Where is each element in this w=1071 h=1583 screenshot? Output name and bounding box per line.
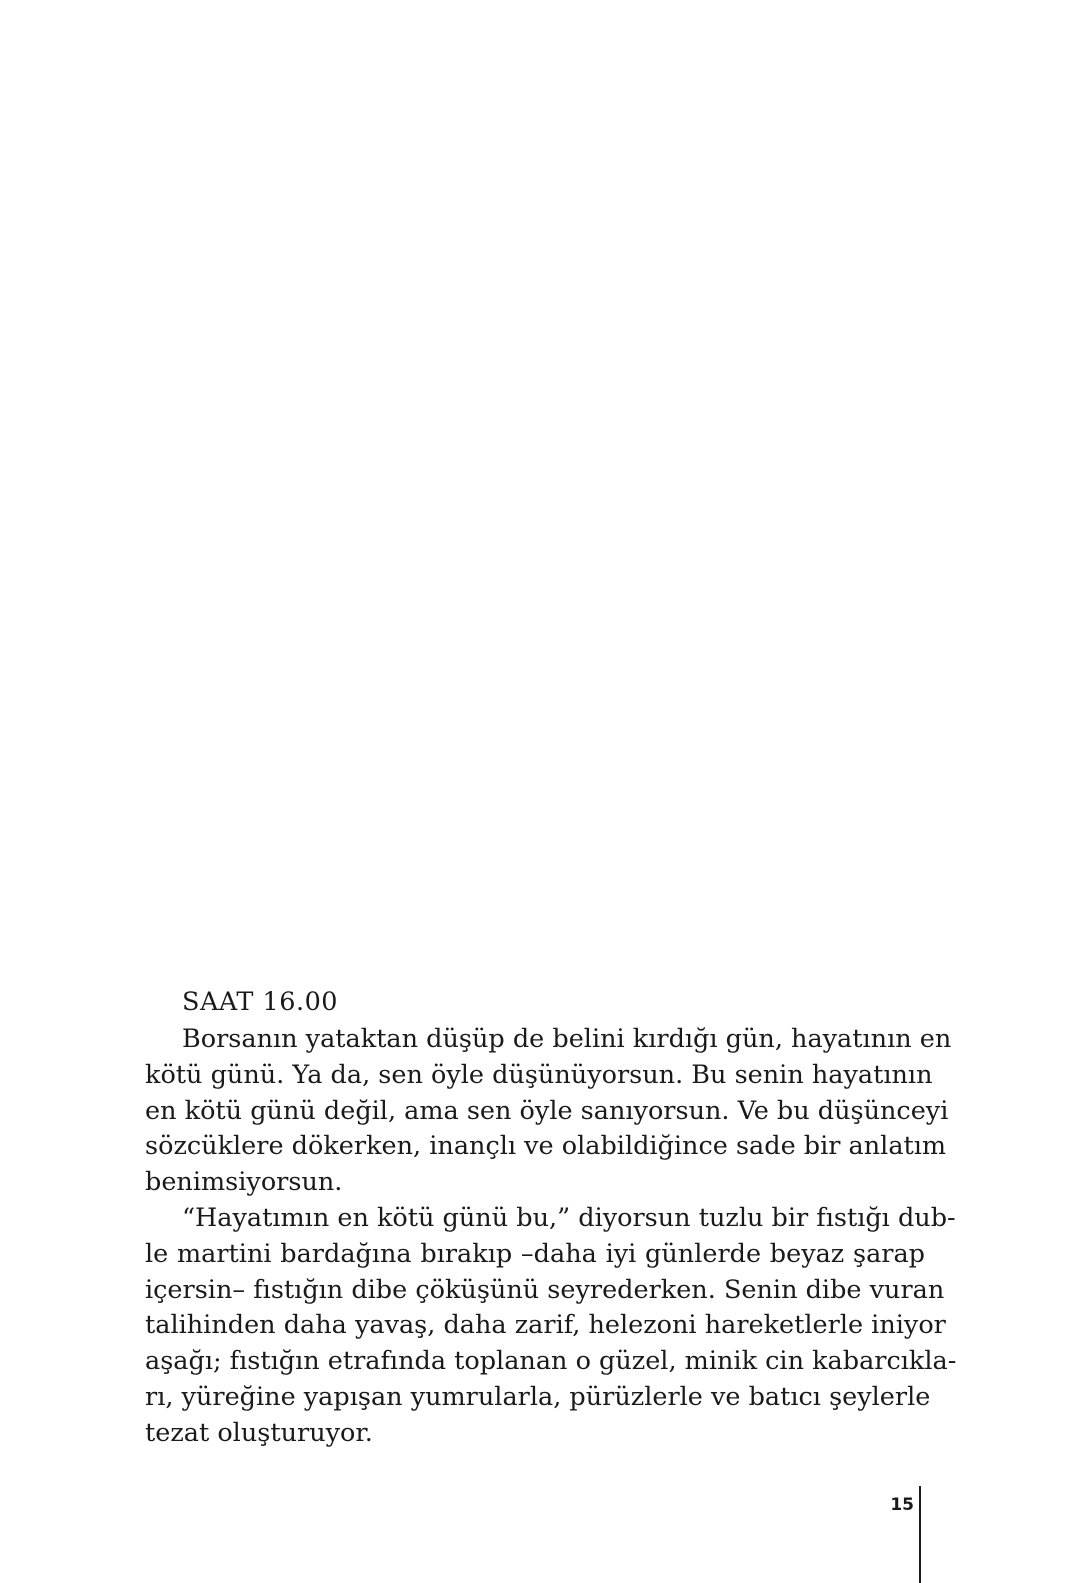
text-line: talihinden daha yavaş, daha zarif, helezoni hareketlerle iniyor [145, 1310, 946, 1341]
page-number: 15 [890, 1495, 914, 1515]
body-text [145, 982, 957, 1452]
text-line: içersin– fıstığın dibe çöküşünü seyrederken. Senin dibe vuran [145, 1274, 945, 1305]
text-line: benimsiyorsun. [145, 1167, 343, 1198]
text-line: sözcüklere dökerken, inançlı ve olabildiğince sade bir anlatım [145, 1131, 947, 1162]
text-line: le martini bardağına bırakıp –daha iyi günlerde beyaz şarap [145, 1238, 925, 1269]
text-line: rı, yüreğine yapışan yumrularla, pürüzlerle ve batıcı şeylerle [145, 1381, 931, 1412]
text-line: en kötü günü değil, ama sen öyle sanıyorsun. Ve bu düşünceyi [145, 1095, 949, 1126]
paragraph-1 [145, 1022, 952, 1201]
text-line: tezat oluşturuyor. [145, 1417, 373, 1448]
text-line: kötü günü. Ya da, sen öyle düşünüyorsun. Bu senin hayatının [145, 1059, 933, 1090]
text-line: Borsanın yataktan düşüp de belini kırdığı gün, hayatının en [182, 1024, 952, 1054]
section-heading: SAAT 16.00 [182, 987, 339, 1017]
text-line: “Hayatımın en kötü günü bu,” diyorsun tuzlu bir fıstığı dub- [182, 1202, 956, 1233]
margin-rule [919, 1486, 921, 1583]
paragraph-2 [145, 1201, 957, 1452]
text-line: aşağı; fıstığın etrafında toplanan o güzel, minik cin kabarcıkla- [145, 1346, 957, 1377]
